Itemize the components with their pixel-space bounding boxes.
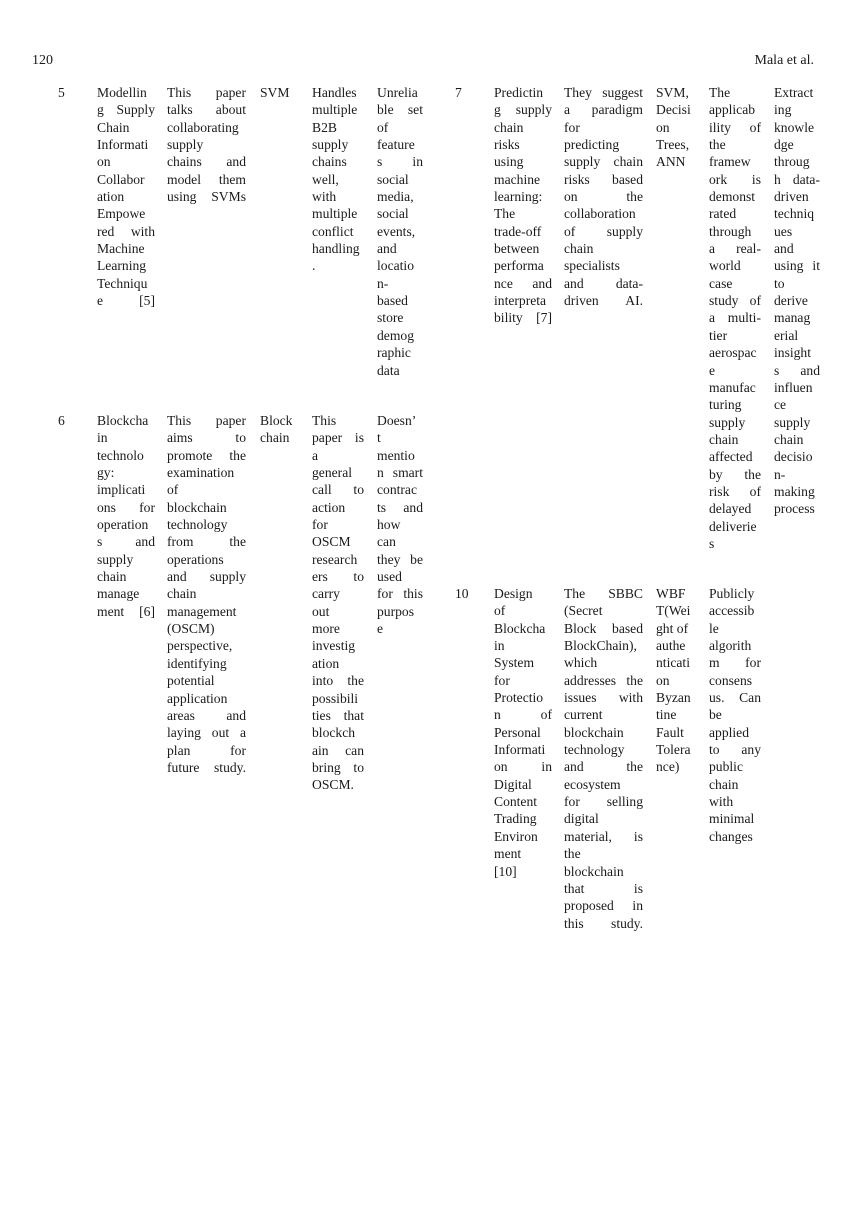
row-number: 5 (58, 85, 65, 100)
advantages: This paper is a general call to action for OSCM research ers to carry out more investig ation into the possibili ties that blockch ain can bring to OSCM. (312, 413, 364, 793)
paper-title: Blockcha in technolo gy: implicati ons for operation s and supply chain manage ment [6] (97, 413, 155, 619)
method: SVM, Decisi on Trees, ANN (656, 85, 691, 170)
limitations: Extract ing knowle dge throug h data- driven techniq ues and using it to derive manag erial insight s and influen ce supply chain decisio n- making process (774, 85, 820, 517)
running-title: Mala et al. (754, 53, 814, 68)
row-number: 6 (58, 413, 65, 428)
page-number: 120 (32, 53, 53, 68)
method: SVM (260, 85, 290, 100)
method: Block chain (260, 413, 293, 446)
paper-description: They suggest a paradigm for predicting supply chain risks based on the collaboration of supply chain specialists and data- driven AI. (564, 85, 643, 309)
limitations: Doesn’ t mentio n smart contrac ts and how can they be used for this purpos e (377, 413, 423, 637)
advantages: Publicly accessib le algorith m for consens us. Can be applied to any public chain with minimal changes (709, 586, 761, 844)
advantages: The applicab ility of the framew ork is demonst rated through a real- world case study of a multi- tier aerospac e manufac turing supply chain affected by the risk of delayed deliverie s (709, 85, 761, 551)
paper-description: This paper talks about collaborating supply chains and model them using SVMs (167, 85, 246, 205)
paper-title: Predictin g supply chain risks using machine learning: The trade-off between performa nce and interpreta bility [7] (494, 85, 552, 326)
advantages: Handles multiple B2B supply chains well, with multiple conflict handling . (312, 85, 360, 274)
paper-description: The SBBC (Secret Block based BlockChain), which addresses the issues with current blockchain technology and the ecosystem for selling digital material, is the blockchain that is proposed in this study. (564, 586, 643, 931)
row-number: 7 (455, 85, 462, 100)
paper-description: This paper aims to promote the examination of blockchain technology from the operations and supply chain management (OSCM) perspective, identifying potential application areas and laying out a plan for future study. (167, 413, 246, 775)
paper-title: Modellin g Supply Chain Informati on Collabor ation Empowe red with Machine Learning Techniqu e [5] (97, 85, 155, 309)
row-number: 10 (455, 586, 469, 601)
method: WBF T(Wei ght of authe nticati on Byzan tine Fault Tolera nce) (656, 586, 691, 775)
paper-title: Design of Blockcha in System for Protectio n of Personal Informati on in Digital Content Trading Environ ment [10] (494, 586, 552, 879)
limitations: Unrelia ble set of feature s in social media, social events, and locatio n- based store demog raphic data (377, 85, 423, 378)
